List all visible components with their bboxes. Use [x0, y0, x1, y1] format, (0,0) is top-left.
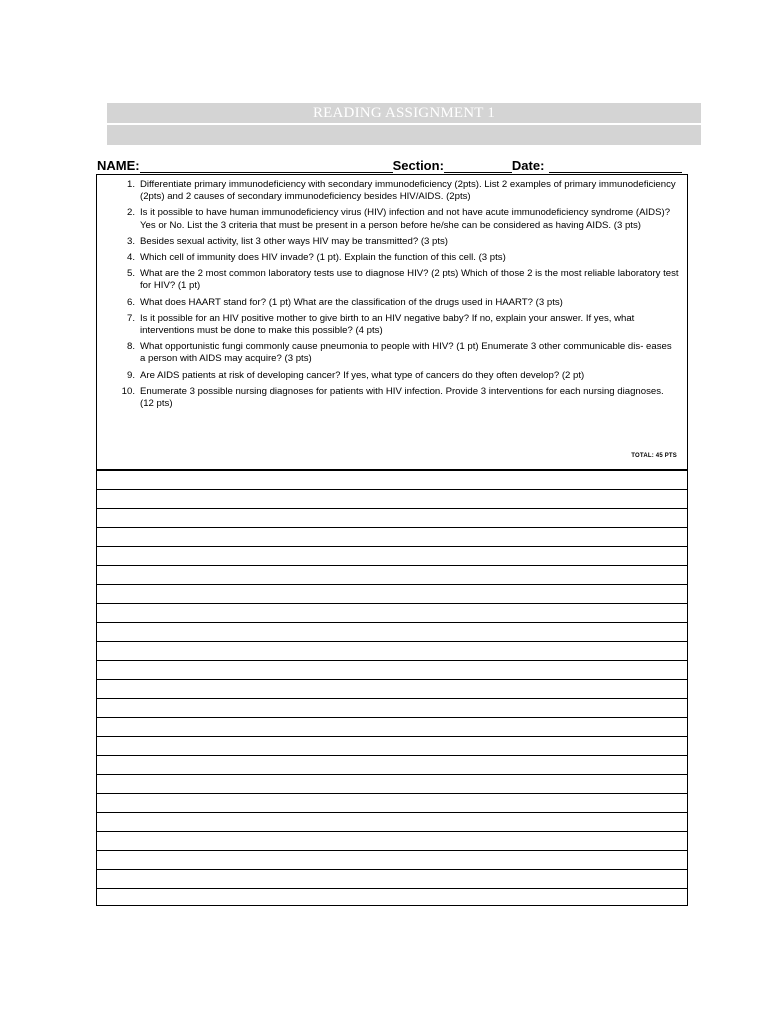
questions-box [96, 174, 688, 470]
answer-line [97, 869, 687, 870]
question-number: 7. [126, 312, 135, 324]
title-divider [107, 123, 701, 125]
question-text: Is it possible to have human immunodeficiency virus (HIV) infection and not have acute immunodeficiency syndrome (AIDS)? Yes or No. List the 3 criteria that must be present in a person before he/she can be considered as having AIDS. (3 pts) [140, 207, 671, 231]
question-text: What does HAART stand for? (1 pt) What are the classification of the drugs used in HAART? (3 pts) [140, 296, 563, 308]
question-text: Are AIDS patients at risk of developing cancer? If yes, what type of cancers do they often develop? (2 pt) [140, 369, 585, 381]
question-number: 3. [126, 235, 135, 247]
name-label: NAME: [97, 158, 140, 173]
question-number: 8. [126, 341, 135, 353]
question-number: 2. [126, 207, 135, 219]
answer-line [97, 584, 687, 585]
question-text: Differentiate primary immunodeficiency with secondary immunodeficiency (2pts). List 2 examples of primary immunodeficiency (2pts) and 2 causes of secondary immunodeficiency besides HIV/AIDS. (2pts) [140, 179, 676, 203]
total-points: TOTAL: 45 PTS [631, 453, 677, 459]
question-text: Which cell of immunity does HIV invade? (1 pt). Explain the function of this cell. (3 pts) [140, 252, 506, 264]
date-field[interactable] [549, 158, 682, 173]
question-item [97, 341, 679, 365]
answer-line [97, 717, 687, 718]
answer-line [97, 698, 687, 699]
question-item [97, 313, 679, 337]
name-field[interactable] [140, 158, 393, 173]
question-text: What are the 2 most common laboratory tests use to diagnose HIV? (2 pts) Which of those 2 is the most reliable laboratory test for HIV? (1 pt) [140, 268, 679, 292]
section-label: Section: [392, 158, 444, 173]
answer-area[interactable] [96, 470, 688, 906]
question-item [97, 268, 679, 292]
answer-line [97, 831, 687, 832]
student-info-row [97, 155, 689, 173]
question-number: 10. [121, 385, 135, 397]
answer-line [97, 527, 687, 528]
question-item [97, 297, 679, 309]
question-item [97, 386, 679, 410]
answer-line [97, 774, 687, 775]
question-number: 4. [126, 252, 135, 264]
answer-line [97, 622, 687, 623]
question-text: Besides sexual activity, list 3 other ways HIV may be transmitted? (3 pts) [140, 235, 449, 247]
question-text: Is it possible for an HIV positive mother to give birth to an HIV negative baby? If no, explain your answer. If yes, what interventions must be done to make this possible? (4 pts) [140, 312, 635, 337]
question-text: Enumerate 3 possible nursing diagnoses for patients with HIV infection. Provide 3 interventions for each nursing diagnoses. (12 pts) [140, 385, 664, 410]
answer-line [97, 546, 687, 547]
question-number: 5. [126, 268, 135, 280]
answer-line [97, 755, 687, 756]
answer-line [97, 736, 687, 737]
answer-line [97, 489, 687, 490]
answer-line [97, 603, 687, 604]
question-item [97, 236, 679, 248]
answer-line [97, 641, 687, 642]
answer-line [97, 812, 687, 813]
question-list [97, 175, 687, 410]
question-item [97, 370, 679, 382]
answer-line [97, 850, 687, 851]
question-text: What opportunistic fungi commonly cause pneumonia to people with HIV? (1 pt) Enumerate 3 other communicable dis- eases a person with AIDS may acquire? (3 pts) [140, 341, 672, 365]
answer-line [97, 679, 687, 680]
answer-line [97, 660, 687, 661]
date-label: Date: [511, 158, 545, 173]
answer-line [97, 793, 687, 794]
document-title: READING ASSIGNMENT 1 [312, 105, 496, 121]
question-item [97, 179, 679, 203]
question-item [97, 252, 679, 264]
answer-line [97, 565, 687, 566]
question-item [97, 207, 679, 231]
answer-line [97, 888, 687, 889]
question-number: 9. [126, 369, 135, 381]
answer-line [97, 508, 687, 509]
question-number: 1. [126, 179, 135, 190]
title-bar [107, 103, 701, 145]
section-field[interactable] [444, 158, 512, 173]
question-number: 6. [126, 296, 135, 308]
